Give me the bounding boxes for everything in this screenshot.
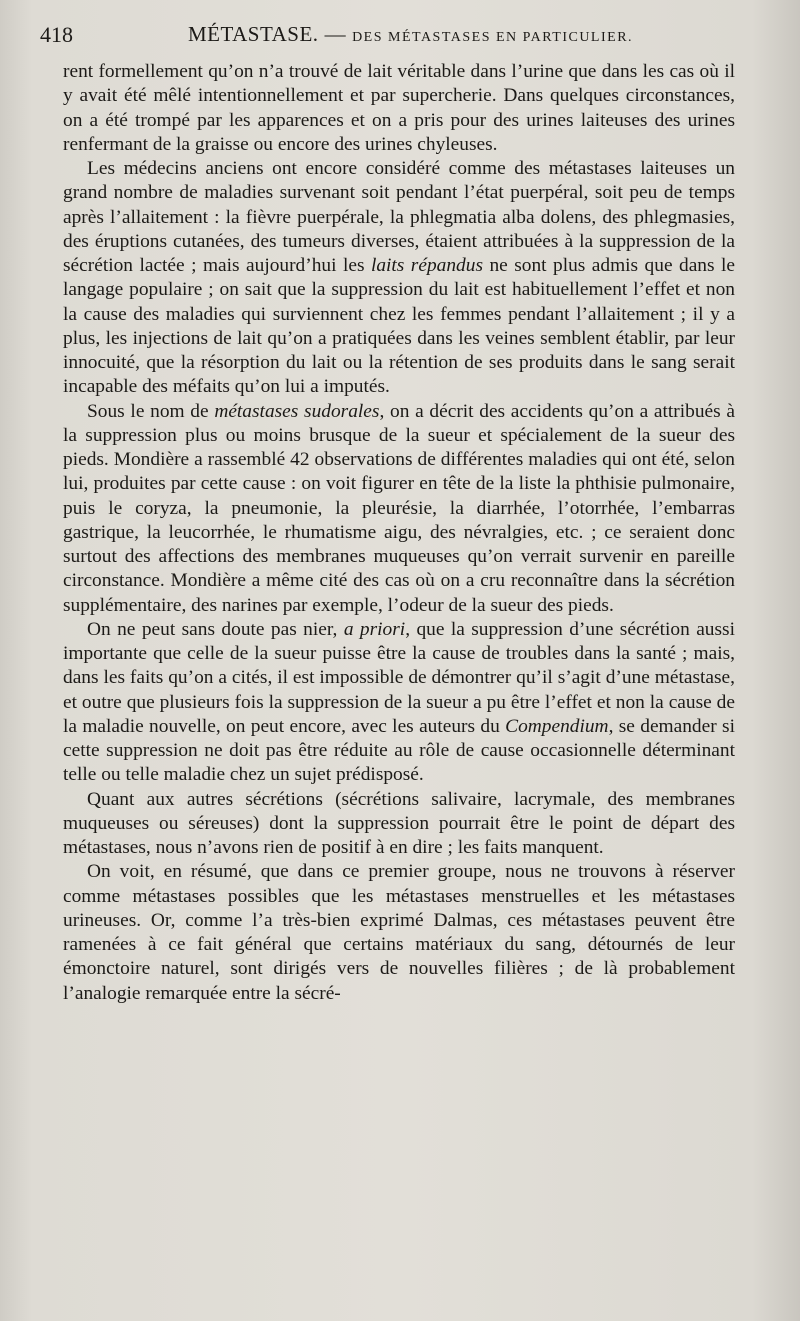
paragraph-text: , on a décrit des accidents qu’on a attribués à la suppression plus ou moins brusque de la sueur et spécialement de la sueur des pieds. Mondière a rassemblé 42 observations de différentes maladies qui ont été, selon lui, produites par cette cause : on voit figurer en tête de la liste la phthisie pulmonaire, puis le coryza, la pneumonie, la pleurésie, la diarrhée, l’otorrhée, l’embarras gastrique, la leucorrhée, le rhumatisme aigu, des névralgies, etc. ; ce seraient donc surtout des affections des membranes muqueuses qu’on verrait survenir en pareille circonstance. Mondière a même cité des cas où on a cru reconnaître dans la sécrétion supplémentaire, des narines par exemple, l’odeur de la sueur des pieds. xyxy=(63,400,735,616)
italic-term-metastases-sudorales: métastases sudorales xyxy=(214,400,380,422)
paragraph-6 xyxy=(63,860,735,1006)
paragraph-text: ne sont plus admis que dans le langage populaire ; on sait que la suppression du lait est habituellement l’effet et non la cause des maladies qui surviennent chez les femmes pendant l’allaitement ; il y a plus, les injections de lait qu’on a pratiquées dans les veines semblent établir, par leur innocuité, que la résorption du lait ou la rétention de ses produits dans le sang serait incapable des méfaits qu’on lui a imputés. xyxy=(63,255,735,398)
paragraph-text: On ne peut sans doute pas nier, xyxy=(87,618,344,640)
paragraph-text: Sous le nom de xyxy=(87,400,215,422)
italic-term-a-priori: a priori xyxy=(343,618,406,640)
paragraph-5 xyxy=(63,788,735,861)
paragraph-4 xyxy=(63,618,735,788)
paragraph-text: rent formellement qu’on n’a trouvé de lait véritable dans l’urine que dans les cas où il y avait été mêlé intentionnellement et par supercherie. Dans quelques circonstances, on a été trompé par les apparences et on a pris pour des urines laiteuses des urines renfermant de la graisse ou encore des urines chyleuses. xyxy=(63,61,735,155)
section-title: DES MÉTASTASES EN PARTICULIER. xyxy=(352,30,634,45)
paragraph-3 xyxy=(63,400,735,618)
page-number: 418 xyxy=(40,22,73,47)
paragraph-text: Quant aux autres sécrétions (sécrétions salivaire, lacrymale, des membranes muqueuses ou séreuses) dont la suppression pourrait être le point de départ des métastases, nous n’avons rien de positif à en dire ; les faits manquent. xyxy=(63,788,735,858)
header-separator: — xyxy=(324,22,347,46)
italic-term-compendium: Compendium xyxy=(505,715,609,737)
paragraph-1 xyxy=(63,60,735,157)
running-header xyxy=(40,22,740,50)
running-title xyxy=(188,22,633,47)
paragraph-2 xyxy=(63,157,735,400)
paragraph-text: , se demander si cette suppression ne doit pas être réduite au rôle de cause occasionnelle déterminant telle ou telle maladie chez un sujet prédisposé. xyxy=(63,715,735,786)
paragraph-text: Les médecins anciens ont encore considéré comme des métastases laiteuses un grand nombre de maladies survenant soit pendant l’état puerpéral, soit peu de temps après l’allaitement : la fièvre puerpérale, la phlegmatia alba dolens, des phlegmasies, des éruptions cutanées, des tumeurs diverses, étaient attribuées à la suppression de la sécrétion lactée ; mais aujourd’hui les xyxy=(63,158,735,276)
page-body xyxy=(63,60,735,1006)
paragraph-text: , que la suppression d’une sécrétion aussi importante que celle de la sueur puisse être la cause de troubles dans la santé ; mais, dans les faits qu’on a cités, il est impossible de démontrer qu’il s’agit d’une métastase, et outre que plusieurs fois la suppression de la sueur a pu être l’effet et non la cause de la maladie nouvelle, on peut encore, avec les auteurs du xyxy=(63,618,735,737)
italic-term-laits-repandus: laits répandus xyxy=(370,255,483,276)
chapter-title: MÉTASTASE. xyxy=(188,22,319,46)
paragraph-text: On voit, en résumé, que dans ce premier groupe, nous ne trouvons à réserver comme métastases possibles que les métastases menstruelles et les métastases urineuses. Or, comme l’a très-bien exprimé Dalmas, ces métastases peuvent être ramenées à ce fait général que certains matériaux du sang, détournés de leur émonctoire naturel, sont dirigés vers de nouvelles filières ; de là probablement l’analogie remarquée entre la sécré- xyxy=(63,861,735,1004)
